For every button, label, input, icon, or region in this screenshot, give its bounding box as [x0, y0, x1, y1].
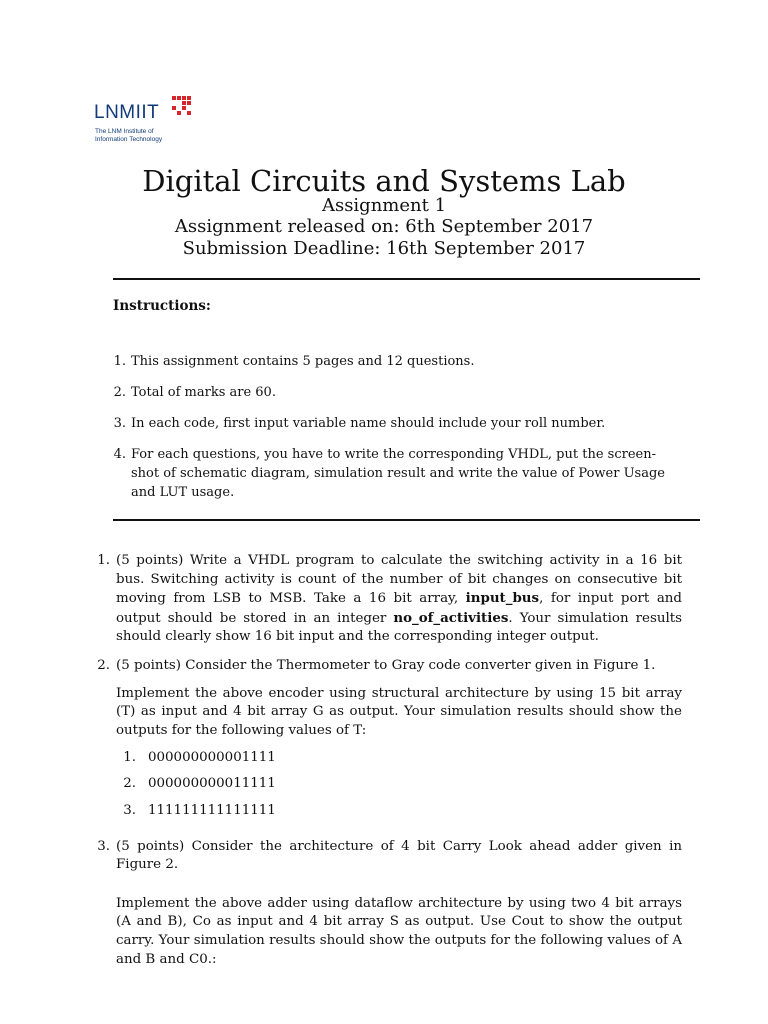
institute-logo	[94, 96, 204, 148]
document-title: Digital Circuits and Systems Lab	[142, 164, 626, 198]
questions-list	[92, 552, 682, 979]
bottom-divider	[113, 519, 700, 521]
input-bus-term: input_bus	[465, 590, 540, 607]
list-item: 4. For each questions, you have to write the corresponding VHDL, put the screen-shot of schematic diagram, simulation result and write the value of Power Usage and LUT usage.	[113, 447, 665, 500]
question-3: 3. (5 points) Consider the architecture of 4 bit Carry Look ahead adder given in Figure 2. Implement the above adder using dataflow architecture by using two 4 bit arrays (A and B), Co as input and 4 bit array S as output. Use Cout to show the output carry. Your simulation results should show the outputs for the following values of A and B and C0.:	[97, 838, 682, 967]
list-item: 2. 000000000011111	[123, 776, 276, 792]
instructions-heading: Instructions:	[113, 298, 211, 314]
release-date: Assignment released on: 6th September 2017	[174, 216, 594, 237]
assignment-number: Assignment 1	[321, 195, 447, 216]
list-item: 2. Total of marks are 60.	[113, 385, 276, 400]
top-divider	[113, 278, 700, 280]
logo-wordmark: LNMIIT	[94, 102, 160, 123]
list-item: 3. In each code, first input variable name should include your roll number.	[113, 416, 606, 431]
list-item: 1. 000000000001111	[123, 750, 276, 766]
logo-tagline: The LNM Institute of Information Technology	[95, 128, 163, 143]
instructions-list	[104, 352, 684, 514]
question-2: 2. (5 points) Consider the Thermometer to Gray code converter given in Figure 1. Implement the above encoder using structural architecture by using 15 bit array (T) as input and 4 bit array G as output. Your simulation results should show the outputs for the following values of T: 1. 000000000001111 2. 000000000011111 3. 111111111111111	[92, 657, 682, 828]
list-item: 1. This assignment contains 5 pages and 12 questions.	[113, 354, 475, 369]
question-1: 1. (5 points) Write a VHDL program to calculate the switching activity in a 16 bit bus. Switching activity is count of the number of bit changes on consecutive bit moving from LSB to MSB. Take a 16 bit array, input_bus, for input port and output should be stored in an integer no_of_activities. Your simulation results should clearly show 16 bit input and the corresponding integer output.	[97, 553, 683, 645]
submission-deadline: Submission Deadline: 16th September 2017	[182, 238, 586, 259]
no-of-activities-term: no_of_activities	[393, 609, 509, 626]
t-values-list	[116, 749, 682, 820]
list-item: 3. 111111111111111	[123, 802, 276, 818]
